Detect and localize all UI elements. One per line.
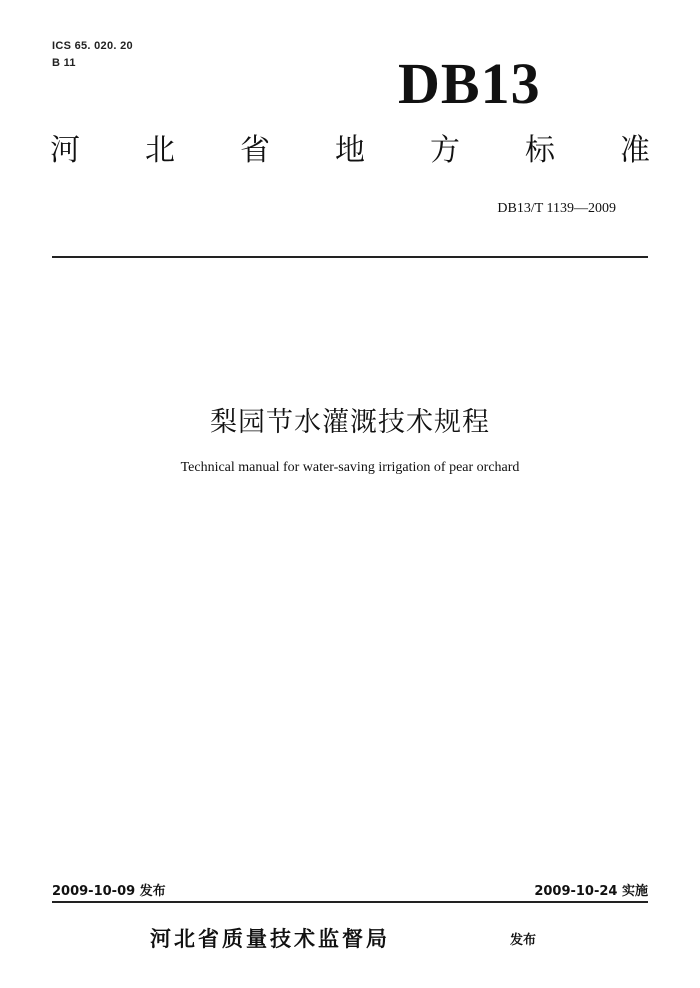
standard-char: 河 (50, 133, 80, 168)
release-date: 2009-10-09 发布 (52, 884, 166, 899)
implement-date: 2009-10-24 实施 (534, 884, 648, 899)
standard-char: 方 (430, 133, 460, 168)
standard-char: 标 (525, 133, 555, 168)
document-title-english: Technical manual for water-saving irrigation of pear orchard (180, 460, 520, 475)
standard-char: 地 (335, 133, 365, 168)
header-divider (52, 256, 648, 258)
standard-char: 北 (145, 133, 175, 168)
standard-number: DB13/T 1139—2009 (497, 201, 616, 216)
issue-label: 发布 (510, 933, 537, 948)
issuing-authority: 河北省质量技术监督局 (150, 927, 390, 951)
ics-code: ICS 65. 020. 20 (52, 40, 133, 52)
standard-type-heading (50, 133, 650, 168)
document-title-chinese: 梨园节水灌溉技术规程 (210, 407, 490, 438)
footer-divider (52, 901, 648, 903)
classification-code: B 11 (52, 57, 76, 69)
standard-char: 省 (240, 133, 270, 168)
standard-char: 准 (620, 133, 650, 168)
db-logo: DB13 (398, 51, 541, 116)
